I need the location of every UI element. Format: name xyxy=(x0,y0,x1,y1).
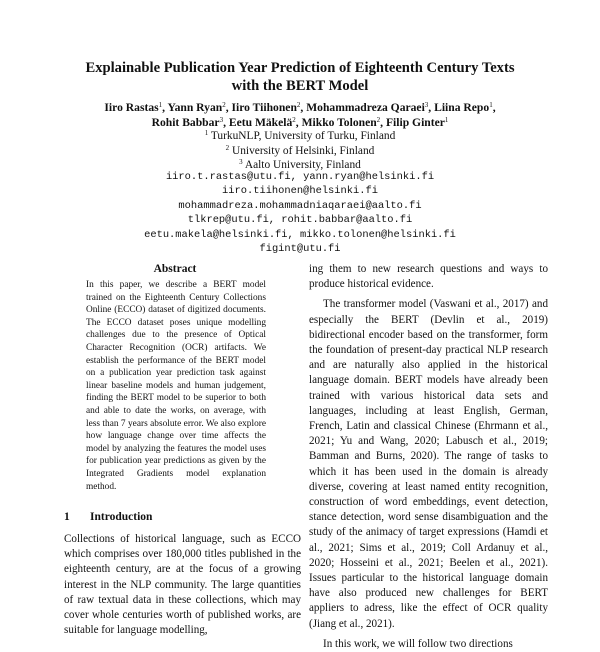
email-line: eetu.makela@helsinki.fi, mikko.tolonen@helsinki.fi xyxy=(144,229,456,241)
right-column-text xyxy=(309,262,548,652)
author-affiliation-marker: 1 xyxy=(158,101,163,109)
author-affiliation-marker: 1 xyxy=(444,116,449,124)
author-affiliation-marker: 2 xyxy=(292,116,296,124)
author-name: Rohit Babbar xyxy=(151,116,220,129)
author-affiliation-marker: 2 xyxy=(296,101,301,109)
abstract-heading: Abstract xyxy=(153,263,197,275)
paper-title-line-2: with the BERT Model xyxy=(231,78,369,94)
author-name: Mohammadreza Qaraei xyxy=(306,101,425,114)
email-line: iiro.tiihonen@helsinki.fi xyxy=(222,185,378,197)
author-name: Liina Repo xyxy=(434,101,490,114)
author-affiliation-marker: 2 xyxy=(376,116,381,124)
paragraph: The transformer model (Vaswani et al., 2017) and especially the BERT (Devlin et al., 2019) bidirectional encoder based on the transformer, form the foundation of present-day practical NLP research and are naturally also applied in the historical language domain. BERT models have already been trained with various historical data sets and languages, including at least English, German, French, Latin and classical Chinese (Ehrmann et al., 2021; Yu and Wang, 2020; Labusch et al., 2019; Bamman and Burns, 2020). The range of tasks to which it has been used in the domain is already diverse, covering at least named entity recognition, construction of word embeddings, event detection, stance detection, word sense disambiguation and the study of the animacy of target expressions (Hamdi et al., 2021; Sims et al., 2019; Coll Ardanuy et al., 2020; Hosseini et al., 2021; Beelen et al., 2021). Issues particular to the historical language domain have also produced new challenges for BERT appliers to adress, like the effect of OCR quality (Jiang et al., 2021). xyxy=(309,298,548,630)
author-name: Iiro Rastas xyxy=(104,101,159,114)
author-list-line-1: Iiro Rastas$^1$, Yann Ryan$^2$, Iiro Tiihonen$^2$, Mohammadreza Qaraei$^3$, Liina Repo$^1$, xyxy=(104,101,496,114)
paragraph: In this work, we will follow two directions xyxy=(323,637,513,650)
author-affiliation-marker: 3 xyxy=(219,116,224,124)
author-affiliation-marker: 1 xyxy=(489,101,493,109)
section-heading-introduction: 1 Introduction xyxy=(64,511,153,523)
email-line: mohammadreza.mohammadniaqaraei@aalto.fi xyxy=(178,200,422,212)
affiliation-1: $^1$ TurkuNLP, University of Turku, Finland xyxy=(204,129,396,142)
author-name: Iiro Tiihonen xyxy=(231,101,297,114)
author-list-line-2: Rohit Babbar$^3$, Eetu Mäkelä$^2$, Mikko Tolonen$^2$, Filip Ginter$^1$ xyxy=(151,116,449,129)
email-line: tlkrep@utu.fi, rohit.babbar@aalto.fi xyxy=(187,214,413,226)
email-line: figint@utu.fi xyxy=(259,243,341,255)
author-affiliation-marker: 2 xyxy=(222,101,226,109)
abstract-text: In this paper, we describe a BERT model trained on the Eighteenth Century Collections Online (ECCO) dataset of digitized documents. The ECCO dataset poses unique modelling challenges due to the presence of Optical Character Recognition (OCR) artifacts. We establish the performance of the BERT model on a publication year prediction task against linear baseline models and human judgement, finding the BERT model to be superior to both and able to date the works, on average, with less than 7 years absolute error. We also explore how language change over time affects the model by analyzing the features the model uses for publication year predictions as given by the Integrated Gradients model explanation method. xyxy=(86,280,266,492)
author-name: Yann Ryan xyxy=(167,101,223,114)
affiliation-2: $^2$ University of Helsinki, Finland xyxy=(225,144,375,157)
author-name: Filip Ginter xyxy=(385,116,445,129)
paper-title-line-1: Explainable Publication Year Prediction of Eighteenth Century Texts xyxy=(85,60,515,76)
author-affiliation-marker: 3 xyxy=(424,101,429,109)
author-name: Mikko Tolonen xyxy=(301,116,377,129)
introduction-text: Collections of historical language, such as ECCO which comprises over 180,000 titles published in the eighteenth century, are at the focus of a growing interest in the NLP community. The large quantities of raw textual data in these collections, which may cover whole centuries worth of published works, are suitable for language modelling, xyxy=(64,533,301,637)
affiliation-3: $^3$ Aalto University, Finland xyxy=(239,158,361,171)
email-line: iiro.t.rastas@utu.fi, yann.ryan@helsinki.fi xyxy=(165,171,435,183)
author-name: Eetu Mäkelä xyxy=(228,116,293,129)
paragraph: ing them to new research questions and ways to produce historical evidence. xyxy=(309,263,548,291)
